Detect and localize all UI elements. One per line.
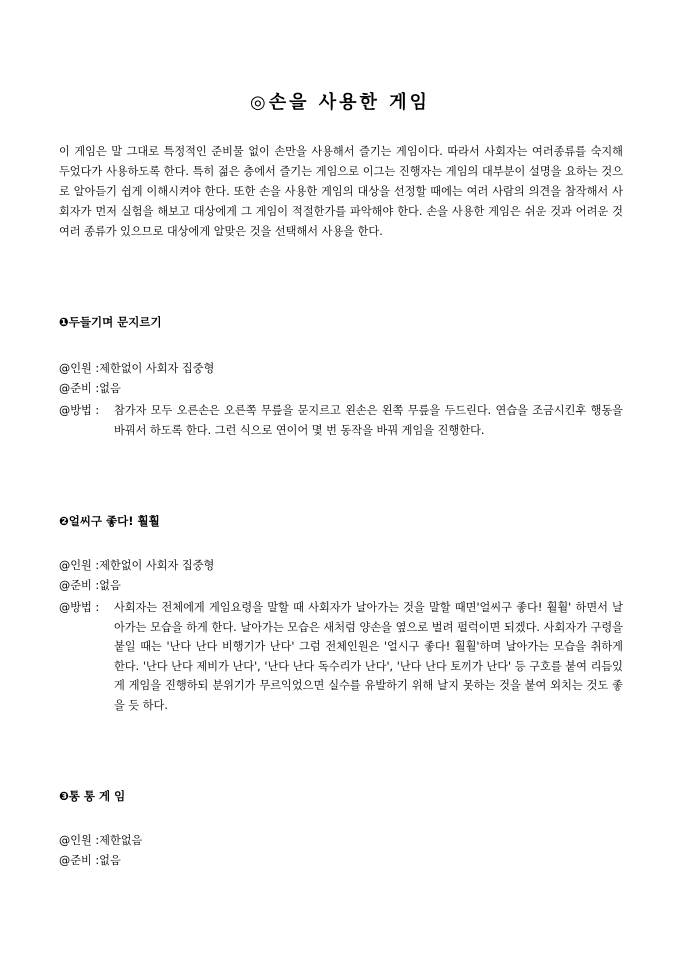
- people-row-2: [59, 557, 623, 575]
- prep-label: @준비 :: [59, 579, 100, 592]
- method-label: @방법 :: [59, 404, 100, 417]
- method-value: 사회자는 전체에게 게임요령을 말할 때 사회자가 날아가는 것을 말할 때면'얼씨구 좋다! 훨훨' 하면서 날아가는 모습을 하게 한다. 날아가는 모습은 새처럼 양손을 옆으로 벌려 펄럭이면 되겠다. 사회자가 구령을 붙일 때는 '난다 난다 비행기가 난다' 그럼 전체인원은 '얼시구 좋다! 훨훨'하며 날아가는 모습을 취하게 한다. '난다 난다 제비가 난다', '난다 난다 독수리가 난다', '난다 난다 토끼가 난다' 등 구호를 붙여 리듬있게 게임을 진행하되 분위기가 무르익었으면 실수를 유발하기 위해 날지 못하는 것을 붙여 외치는 것도 좋을 듯 하다.: [114, 601, 623, 712]
- method-label: @방법 :: [59, 601, 100, 614]
- prep-row-1: [59, 380, 623, 398]
- people-value: 제한없이 사회자 집중형: [99, 362, 215, 375]
- people-row-1: [59, 360, 623, 378]
- intro-paragraph: 이 게임은 말 그대로 특정적인 준비물 없이 손만을 사용해서 즐기는 게임이다. 따라서 사회자는 여러종류를 숙지해 두었다가 사용하도록 한다. 특히 젊은 층에서 즐기는 게임으로 이그는 진행자는 게임의 대부분이 설명을 요하는 것으로 알아듣기 쉽게 이해시켜야 한다. 또한 손을 사용한 게임의 대상을 선정할 때에는 여러 사람의 의견을 참작해서 사회자가 먼저 실험을 해보고 대상에게 그 게임이 적절한가를 파악해야 한다. 손을 사용한 게임은 쉬운 것과 어려운 것 여러 종류가 있으므로 대상에게 알맞은 것을 선택해서 사용을 한다.: [59, 145, 623, 238]
- prep-value: 없음: [99, 382, 121, 395]
- page-title: ◎손을 사용한 게임: [250, 92, 430, 113]
- people-value: 제한없음: [99, 834, 143, 847]
- method-row-2: [59, 598, 623, 715]
- people-label: @인원 :: [59, 362, 100, 375]
- method-row-1: [59, 401, 623, 440]
- prep-value: 없음: [99, 854, 121, 867]
- prep-value: 없음: [99, 579, 121, 592]
- section-heading-2: ❷얼씨구 좋다! 훨훨: [59, 514, 160, 528]
- section-heading-3: ❸통 통 게 임: [59, 789, 126, 803]
- method-value: 참가자 모두 오른손은 오른쪽 무릎을 문지르고 왼손은 왼쪽 무릎을 두드린다. 연습을 조금시킨후 행동을 바꿔서 하도록 한다. 그런 식으로 연이어 몇 번 동작을 바꿔 게임을 진행한다.: [114, 404, 623, 437]
- people-label: @인원 :: [59, 559, 100, 572]
- prep-label: @준비 :: [59, 382, 100, 395]
- people-label: @인원 :: [59, 834, 100, 847]
- prep-label: @준비 :: [59, 854, 100, 867]
- prep-row-3: [59, 852, 623, 870]
- people-row-3: [59, 832, 623, 850]
- prep-row-2: [59, 577, 623, 595]
- people-value: 제한없이 사회자 집중형: [99, 559, 215, 572]
- section-heading-1: ❶두들기며 문지르기: [59, 315, 162, 329]
